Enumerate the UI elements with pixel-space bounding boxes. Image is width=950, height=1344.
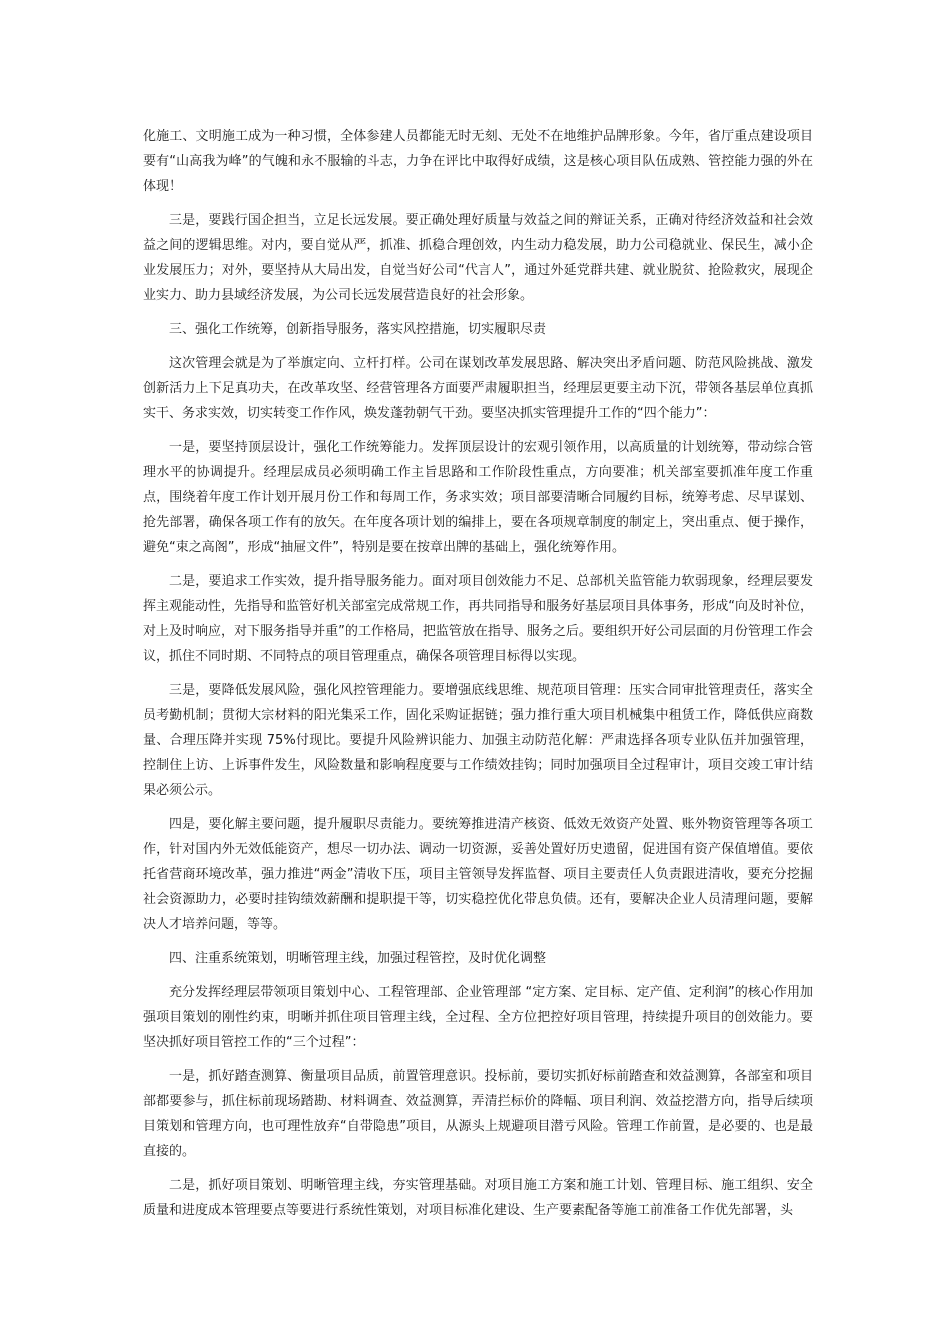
paragraph-survey-estimation: 一是，抓好踏查测算、衡量项目品质，前置管理意识。投标前，要切实抓好标前踏查和效益测算，各部室和项目部都要参与，抓住标前现场踏勘、材料调查、效益测算，弄清拦标价的降幅、项目利润、效益挖潜方向，指导后续项目策划和管理方向，也可理性放弃“自带隐患”项目，从源头上规避项目潜亏风险。管理工作前置，是必要的、也是最直接的。 [143,1069,813,1159]
section-heading-3: 三、强化工作统筹，创新指导服务，落实风控措施，切实履职尽责 [169,322,547,337]
paragraph-risk-control: 三是，要降低发展风险，强化风控管理能力。要增强底线思维、规范项目管理：压实合同审批管理责任，落实全员考勤机制；贯彻大宗材料的阳光集采工作，固化采购证据链；强力推行重大项目机械集中租赁工作，降低供应商数量、合理压降并实现 75%付现比。要提升风险辨识能力、加强主动防范化解：严肃选择各项专业队伍并加强管理，控制住上访、上诉事件发生，风险数量和影响程度要与工作绩效挂钩；同时加强项目全过程审计，项目交竣工审计结果必须公示。 [143,683,813,798]
paragraph-management-meeting: 这次管理会就是为了举旗定向、立杆打样。公司在谋划改革发展思路、解决突出矛盾问题、防范风险挑战、激发创新活力上下足真功夫，在改革攻坚、经营管理各方面要严肃履职担当，经理层更要主动下沉，带领各基层单位真抓实干、务求实效，切实转变工作作风，焕发蓬勃朝气干劲。要坚决抓实管理提升工作的“四个能力”： [143,356,813,421]
paragraph-work-effectiveness: 二是，要追求工作实效，提升指导服务能力。面对项目创效能力不足、总部机关监管能力软弱现象，经理层要发挥主观能动性，先指导和监管好机关部室完成常规工作，再共同指导和服务好基层项目具体事务，形成“向及时补位，对上及时响应，对下服务指导并重”的工作格局，把监管放在指导、服务之后。要组织开好公司层面的月份管理工作会议，抓住不同时期、不同特点的项目管理重点，确保各项管理目标得以实现。 [143,574,813,664]
paragraph-project-planning-role: 充分发挥经理层带领项目策划中心、工程管理部、企业管理部 “定方案、定目标、定产值、定利润”的核心作用加强项目策划的刚性约束，明晰并抓住项目管理主线，全过程、全方位把控好项目管理，持续提升项目的创效能力。要坚决抓好项目管控工作的“三个过程”： [143,985,813,1050]
paragraph-state-enterprise-responsibility: 三是，要践行国企担当，立足长远发展。要正确处理好质量与效益之间的辩证关系，正确对待经济效益和社会效益之间的逻辑思维。对内，要自觉从严，抓准、抓稳合理创效，内生动力稳发展，助力公司稳就业、保民生，减小企业发展压力；对外，要坚持从大局出发，自觉当好公司“代言人”，通过外延党群共建、就业脱贫、抢险救灾，展现企业实力、助力县域经济发展，为公司长远发展营造良好的社会形象。 [143,213,813,303]
paragraph-continuation: 化施工、文明施工成为一种习惯，全体参建人员都能无时无刻、无处不在地维护品牌形象。今年，省厅重点建设项目要有“山高我为峰”的气魄和永不服输的斗志，力争在评比中取得好成绩，这是核心项目队伍成熟、管控能力强的外在体现！ [143,129,813,194]
section-heading-4: 四、注重系统策划，明晰管理主线，加强过程管控，及时优化调整 [169,951,547,966]
paragraph-project-planning: 二是，抓好项目策划、明晰管理主线，夯实管理基础。对项目施工方案和施工计划、管理目标、施工组织、安全质量和进度成本管理要点等要进行系统性策划，对项目标准化建设、生产要素配备等施工前准备工作优先部署，头 [143,1178,813,1218]
document-page [143,124,813,1232]
paragraph-top-level-design: 一是，要坚持顶层设计，强化工作统筹能力。发挥顶层设计的宏观引领作用，以高质量的计划统筹，带动综合管理水平的协调提升。经理层成员必须明确工作主旨思路和工作阶段性重点，方向要准；机关部室要抓准年度工作重点，围绕着年度工作计划开展月份工作和每周工作，务求实效；项目部要清晰合同履约目标，统筹考虑、尽早谋划、抢先部署，确保各项工作有的放矢。在年度各项计划的编排上，要在各项规章制度的制定上，突出重点、便于操作，避免“束之高阁”，形成“抽屉文件”，特别是要在按章出牌的基础上，强化统筹作用。 [143,440,813,555]
paragraph-resolve-problems: 四是，要化解主要问题，提升履职尽责能力。要统筹推进清产核资、低效无效资产处置、账外物资管理等各项工作，针对国内外无效低能资产，想尽一切办法、调动一切资源，妥善处置好历史遗留，促进国有资产保值增值。要依托省营商环境改革，强力推进“两金”清收下压，项目主管领导发挥监督、项目主要责任人负责跟进清收，要充分挖掘社会资源助力，必要时挂钩绩效薪酬和提职提干等，切实稳控优化带息负债。还有，要解决企业人员清理问题，要解决人才培养问题，等等。 [143,817,813,932]
